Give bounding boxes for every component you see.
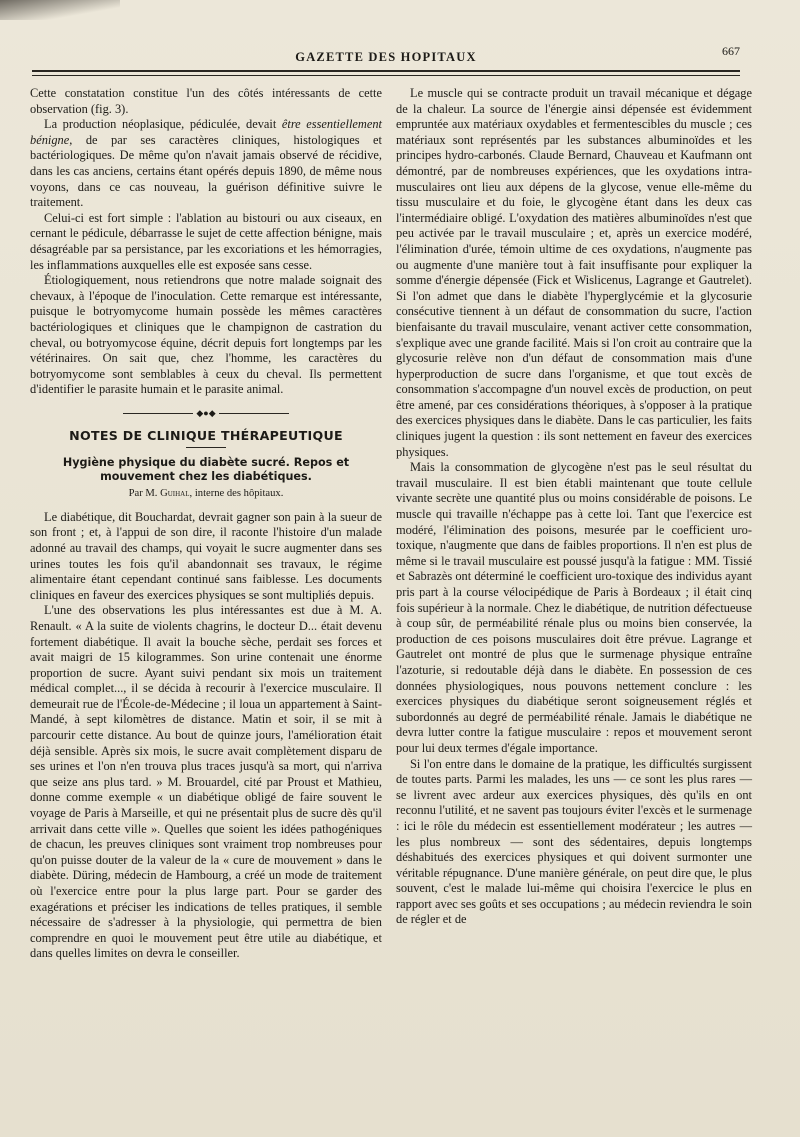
byline-suffix: , interne des hôpitaux.: [189, 488, 284, 500]
header-rule-thin: [32, 75, 740, 76]
section-rule: [186, 447, 226, 448]
byline-author: Guihal: [160, 488, 190, 500]
byline: [30, 486, 382, 502]
paragraph: [30, 117, 382, 211]
separator-line: [219, 413, 289, 414]
paragraph: Mais la consommation de glycogène n'est pas le seul résultat du travail musculaire. Il est bien établi maintenant que toute cellule vivante secrète une quantité plus ou moins considérable de poisons. Le muscle qui travaille n'échappe pas à cette loi. Tant que l'exercice est modéré, l'élimination des poisons, mesurée par le coefficient uro-toxique, n'augmente que dans de faibles proportions. Il n'en est plus de même si le travail musculaire est poussé jusqu'à la fatigue : MM. Tissié et Sabrazès ont déterminé le coefficient uro-toxique des individus ayant pris part à la course vélocipédique de Paris à Bordeaux ; il était cinq fois supérieur à la normale. Chez le diabétique, de nutrition défectueuse à coup sûr, de perméabilité rénale plus ou moins bien conservée, la production de ces poisons musculaires doit être prévue. Lagrange et Gautrelet ont montré de plus que le surmenage physique entraîne l'azoturie, si redoutable déjà dans le diabète. En possession de ces données physiologiques, nous pouvons nettement conclure : les exercices physiques du diabétique seront soigneusement réglés et subordonnés au degré de perméabilité rénale. Jamais le diabétique ne devra lutter contre la fatigue musculaire : repos et mouvement seront pour lui deux termes d'égale importance.: [396, 460, 752, 755]
paragraph: Le diabétique, dit Bouchardat, devrait gagner son pain à la sueur de son front ; et, à l'appui de son dire, il raconte l'histoire d'un malade adonné au travail des champs, qui voyait le sucre augmenter dans ses urines toutes les fois qu'il abandonnait ses travaux, le régime alimentaire étant cependant continué sans faiblesse. Les documents cliniques en faveur des exercices physiques se sont multipliés depuis.: [30, 509, 382, 602]
italic-text: être essentiellement bénigne: [30, 117, 382, 147]
separator-ornament: ◆●◆: [196, 407, 216, 418]
paragraph: Le muscle qui se contracte produit un travail mécanique et dégage de la chaleur. La source de l'énergie ainsi dépensée est évidemment empruntée aux matériaux oxydables et fermentescibles du muscle ; ces matériaux sont représentés par les substances albuminoïdes et les principes hydro-carbonés. Claude Bernard, Chauveau et Kaufmann ont démontré, par de nombreuses expériences, que les oxydations intra-musculaires ont lieu aux dépens de la glycose, venue elle-même du tissu musculaire et du foie, le glycogène étant dans les deux cas l'intermédiaire obligé. L'oxydation des matières albuminoïdes n'est que peu activée par le travail musculaire ; et, après un exercice modéré, l'élimination d'urée, témoin ultime de ces oxydations, n'augmente pas ou augmente d'une manière tout à fait insuffisante pour expliquer la somme d'énergie dépensée (Fick et Wislicenus, Lagrange et Gautrelet). Si l'on admet que dans le diabète l'hyperglycémie et la glycosurie consécutive tiennent à un défaut de consommation du sucre, l'action bienfaisante du travail musculaire, venant activer cette consommation, s'explique avec une grande facilité. Mais si l'on croit au contraire que la glycosurie relève non d'un défaut de consommation mais d'une hyperproduction de sucre dans l'organisme, et que tout excès de consommation s'accompagne d'un nouvel excès de production, on peut être amené, par ces considérations théoriques, à s'opposer à la pratique des exercices physiques dans le diabète. Dans le cas particulier, les faits cliniques jugent la question : ils sont nettement en faveur des exercices physiques.: [396, 86, 752, 459]
separator-line: [123, 413, 193, 414]
page-header: [32, 38, 740, 72]
paragraph: Étiologiquement, nous retiendrons que notre malade soignait des chevaux, à l'époque de l'inoculation. Cette remarque est intéressante, puisque le botryomycome humain possède les mêmes caractères bactériologiques et cliniques que le champignon de castration du cheval, ou botryomycose équine, décrit depuis fort longtemps par les vétérinaires. On sait que, chez l'homme, les caractères du botryomycome sont semblables à ceux du cheval. Ils permettent d'identifier le parasite humain et le parasite animal.: [30, 273, 382, 397]
running-title: GAZETTE DES HOPITAUX: [295, 50, 477, 64]
byline-prefix: Par M.: [128, 488, 161, 500]
text-run: , de par ses caractères cliniques, histologiques et bactériologiques. De même qu'on n'avait jamais observé de récidive, dans les cas anciens, certains étant opérés depuis 1890, de même nous voyons, dans ce cas nouveau, la guérison définitive suivre le traitement.: [30, 132, 382, 210]
page-fold-shadow: [0, 0, 120, 20]
paragraph: L'une des observations les plus intéressantes est due à M. A. Renault. « A la suite de violents chagrins, le docteur D... était devenu fortement diabétique. Il avait la bouche sèche, perdait ses forces et avait maigri de 15 kilogrammes. Son urine contenait une énorme proportion de sucre. Ayant suivi pendant six mois un traitement médical complet..., il se décida à recourir à l'exercice musculaire. Il demeurait rue de l'École-de-Médecine ; il loua un appartement à Saint-Mandé, à sept kilomètres de distance. Matin et soir, il se mit à parcourir cette distance. Au bout de quinze jours, l'amélioration était déjà sensible. Après six mois, le sucre avait complètement disparu de ses urines et l'on n'en trouva plus traces jusqu'à sa mort, qui n'arriva que seize ans plus tard. » M. Brouardel, cité par Proust et Mathieu, donne comme exemple « un diabétique obligé de faire souvent le voyage de Paris à Marseille, et qui ne présentait plus de sucre dès qu'il arrivait dans cette ville ». Quelles que soient les idées pathogéniques de chacun, les preuves cliniques sont vraiment trop nombreuses pour qu'on puisse douter de la valeur de la « cure de mouvement » dans le diabète. Düring, médecin de Hambourg, a créé un mode de traitement où l'exercice entre pour la plus large part. Pour se garder des exagérations et préciser les indications de telles pratiques, il semble nécessaire de s'adresser à la physiologie, qui permettra de bien comprendre en quoi le mouvement peut être utile au diabétique, et dans quelles limites on devra le conseiller.: [30, 603, 382, 961]
paragraph: Si l'on entre dans le domaine de la pratique, les difficultés surgissent de toutes parts. Parmi les malades, les uns — ce sont les plus rares — se livrent avec ardeur aux exercices physiques, dès qu'ils en ont reconnu l'utilité, et ne savent pas toujours éviter l'excès et le surmenage : ici le rôle du médecin est essentiellement modérateur ; les autres — les plus nombreux — sont des sédentaires, depuis longtemps déshabitués des exercices physiques et qui doivent surmonter une véritable répugnance. D'une manière générale, on peut dire que, le plus souvent, c'est le malade lui-même qui choisira l'exercice le plus en rapport avec ses goûts et ses occupations ; au médecin reviendra le soin de régler et de: [396, 756, 752, 927]
left-column: [30, 86, 382, 962]
page-number: 667: [722, 44, 740, 58]
paragraph: Cette constatation constitue l'un des côtés intéressants de cette observation (fig. 3).: [30, 86, 382, 116]
paragraph: Celui-ci est fort simple : l'ablation au bistouri ou aux ciseaux, en cernant le pédicule, débarrasse le sujet de cette affection bénigne, mais désagréable par sa persistance, par les excoriations et les hémorragies, les inflammations auxquelles elle est exposée sans cesse.: [30, 210, 382, 272]
text-run: La production néoplasique, pédiculée, devait: [44, 117, 282, 132]
section-separator: [30, 406, 382, 422]
article-title: Hygiène physique du diabète sucré. Repos et mouvement chez les diabétiques.: [62, 456, 350, 484]
section-title: NOTES DE CLINIQUE THÉRAPEUTIQUE: [69, 427, 343, 443]
header-rule-thick: [32, 70, 740, 72]
right-column: [396, 86, 752, 928]
